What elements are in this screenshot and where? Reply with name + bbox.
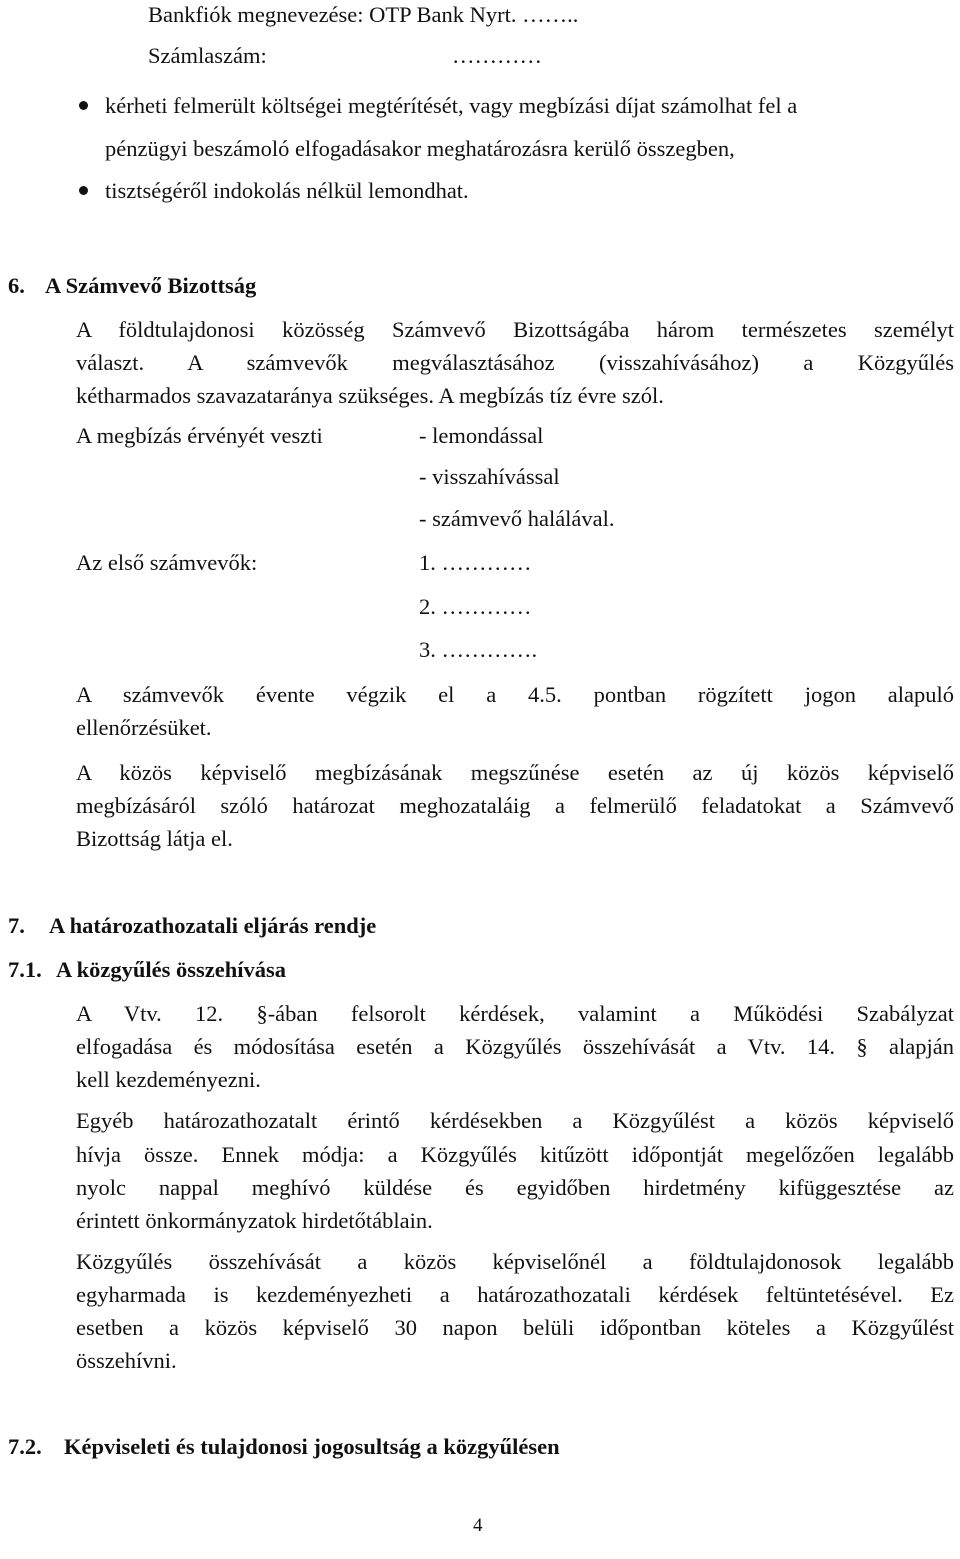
section-7-number: 7. [8, 913, 25, 938]
page-number: 4 [473, 1515, 483, 1536]
section-7-para3-line: Közgyűlés összehívását a közös képviselőnél a földtulajdonosok legalább [76, 1249, 954, 1274]
subsection-7-1-number: 7.1. [8, 957, 42, 982]
subsection-7-2-number: 7.2. [8, 1434, 42, 1459]
section-6-number: 6. [8, 273, 25, 298]
section-7-para2-line: Egyéb határozathozatalt érintő kérdésekben a Közgyűlést a közös képviselő [76, 1108, 954, 1133]
section-7-para2-line: nyolc nappal meghívó küldése és egyidőben hirdetmény kifüggesztése az [76, 1175, 954, 1200]
subsection-7-1-title: A közgyűlés összehívása [56, 957, 287, 982]
section-7-title: A határozathozatali eljárás rendje [49, 913, 377, 938]
first-auditor-item: 1. ………… [419, 550, 532, 575]
section-6-para1-line: A földtulajdonosi közösség Számvevő Bizottságába három természetes személyt [76, 317, 954, 342]
section-7-para1-line: A Vtv. 12. §-ában felsorolt kérdések, valamint a Működési Szabályzat [76, 1001, 954, 1026]
subsection-7-2-title: Képviseleti és tulajdonosi jogosultság a közgyűlésen [64, 1434, 560, 1459]
expiry-item: - számvevő halálával. [419, 506, 615, 531]
bullet-item: tisztségéről indokolás nélkül lemondhat. [105, 178, 469, 203]
account-label: Számlaszám: [148, 43, 267, 68]
section-6-title: A Számvevő Bizottság [45, 273, 257, 298]
bullet-icon [79, 101, 88, 110]
first-auditors-label: Az első számvevők: [76, 550, 258, 575]
account-value: ………… [452, 43, 542, 68]
section-7-para3-line: egyharmada is kezdeményezheti a határozathozatali kérdések feltüntetésével. Ez [76, 1282, 954, 1307]
section-6-para1-line: kétharmados szavazataránya szükséges. A megbízás tíz évre szól. [76, 383, 664, 408]
section-6-para2-line: ellenőrzésüket. [76, 715, 212, 740]
section-7-para3-line: esetben a közös képviselő 30 napon belüli időpontban köteles a Közgyűlést [76, 1315, 954, 1340]
bank-branch-line: Bankfiók megnevezése: OTP Bank Nyrt. …….. [148, 2, 579, 27]
section-7-para1-line: elfogadása és módosítása esetén a Közgyűlés összehívását a Vtv. 14. § alapján [76, 1034, 954, 1059]
expiry-item: - lemondással [419, 423, 544, 448]
first-auditor-item: 2. ………… [419, 594, 532, 619]
expiry-item: - visszahívással [419, 464, 560, 489]
expiry-label: A megbízás érvényét veszti [76, 423, 323, 448]
bullet-icon [79, 186, 88, 195]
section-6-para3-line: A közös képviselő megbízásának megszűnése esetén az új közös képviselő [76, 760, 954, 785]
bullet-item-continuation: pénzügyi beszámoló elfogadásakor meghatározásra kerülő összegben, [105, 136, 735, 161]
first-auditor-item: 3. …………. [419, 637, 538, 662]
section-7-para2-line: érintett önkormányzatok hirdetőtáblain. [76, 1208, 433, 1233]
section-7-para1-line: kell kezdeményezni. [76, 1067, 261, 1092]
section-6-para2-line: A számvevők évente végzik el a 4.5. pontban rögzített jogon alapuló [76, 682, 954, 707]
section-6-para3-line: megbízásáról szóló határozat meghozataláig a felmerülő feladatokat a Számvevő [76, 793, 954, 818]
section-7-para3-line: összehívni. [76, 1348, 177, 1373]
section-6-para1-line: választ. A számvevők megválasztásához (visszahívásához) a Közgyűlés [76, 350, 954, 375]
section-6-para3-line: Bizottság látja el. [76, 826, 233, 851]
bullet-item: kérheti felmerült költségei megtérítését, vagy megbízási díjat számolhat fel a [105, 93, 798, 118]
section-7-para2-line: hívja össze. Ennek módja: a Közgyűlés kitűzött időpontját megelőzően legalább [76, 1142, 954, 1167]
